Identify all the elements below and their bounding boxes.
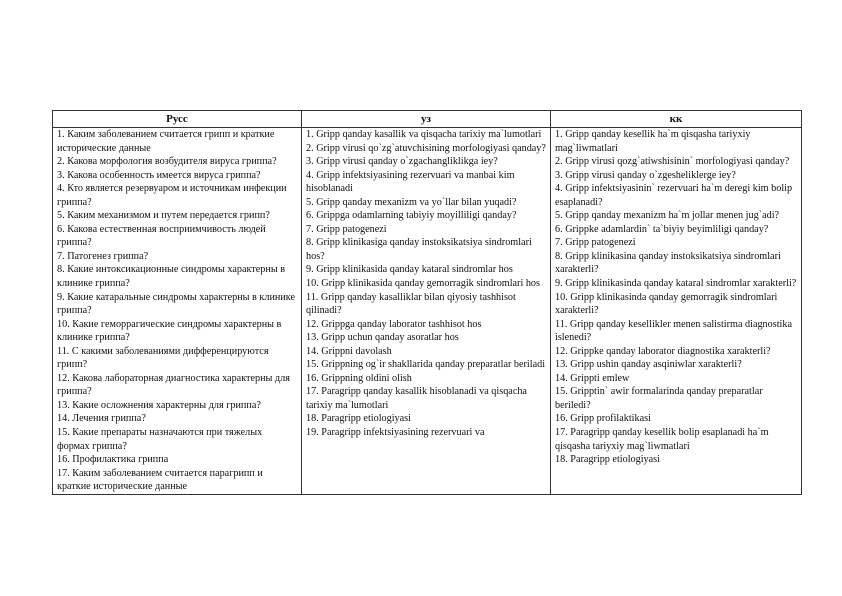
question-item: 1. Gripp qanday kesellik ha`m qisqasha tariyxiy mag`liwmatlari <box>555 129 751 154</box>
question-item: 6. Какова естественная восприимчивость людей гриппа? <box>57 223 266 249</box>
question-item: 7. Gripp patogenezi <box>555 237 636 249</box>
question-item: 9. Gripp klinikasinda qanday kataral sindromlar xarakterli? <box>555 278 797 290</box>
column-uzbek <box>302 128 551 495</box>
question-item: 12. Grippga qanday laborator tashhisot hos <box>306 318 482 330</box>
question-item: 4. Gripp infektsiyasining rezervuari va manbai kim hisoblanadi <box>306 169 515 195</box>
header-uzbek: уз <box>302 111 551 128</box>
question-item: 12. Какова лабораторная диагностика характерны для гриппа? <box>57 372 290 398</box>
question-item: 16. Grippning oldini olish <box>306 372 412 384</box>
question-item: 4. Кто является резервуаром и источникам инфекции гриппа? <box>57 183 287 208</box>
question-item: 19. Paragripp infektsiyasining rezervuari va <box>306 427 485 439</box>
question-item: 17. Paragripp qanday kesellik bolip esaplanadi ha`m qisqasha tariyxiy mag`liwmatlari <box>555 427 769 452</box>
question-item: 8. Какие интоксикационные синдромы характерны в клинике гриппа? <box>57 264 286 290</box>
header-row <box>53 111 802 128</box>
questions-table <box>52 110 802 495</box>
question-item: 10. Gripp klinikasinda qanday gemorragik sindromlari xarakterli? <box>555 291 778 317</box>
question-item: 8. Gripp klinikasina qanday instoksikatsiya sindromlari xarakterli? <box>555 250 781 276</box>
question-item: 10. Какие геморрагические синдромы характерны в клинике гриппа? <box>57 318 282 344</box>
question-item: 17. Каким заболеванием считается парагрипп и краткие исторические данные <box>57 467 263 493</box>
question-item: 11. С какими заболеваниями дифференцируются грипп? <box>57 345 269 371</box>
question-item: 6. Grippga odamlarning tabiyiy moyilliligi qanday? <box>306 210 517 222</box>
question-item: 5. Gripp qanday mexanizm ha`m jollar menen jug`adi? <box>555 210 780 222</box>
column-russian <box>53 128 302 495</box>
question-item: 16. Gripp profilaktikasi <box>555 413 651 425</box>
question-item: 4. Gripp infektsiyasinin` rezervuari ha`m deregi kim bolip esaplanadi? <box>555 183 793 208</box>
question-item: 10. Gripp klinikasida qanday gemorragik sindromlari hos <box>306 278 540 290</box>
header-russian: Русс <box>53 111 302 128</box>
question-item: 13. Какие осложнения характерны для гриппа? <box>57 399 261 411</box>
question-item: 2. Gripp virusi qozg`atiwshisinin` morfologiyasi qanday? <box>555 156 790 168</box>
content-row <box>53 128 802 495</box>
question-item: 12. Grippke qanday laborator diagnostika xarakterli? <box>555 345 771 357</box>
question-item: 2. Какова морфология возбудителя вируса гриппа? <box>57 156 277 168</box>
question-item: 15. Gripptin` awir formalarinda qanday preparatlar beriledi? <box>555 386 763 411</box>
question-item: 18. Paragripp etiologiyasi <box>555 454 660 466</box>
question-item: 1. Каким заболеванием считается грипп и краткие исторические данные <box>57 129 275 154</box>
question-item: 2. Gripp virusi qo`zg`atuvchisining morfologiyasi qanday? <box>306 142 546 154</box>
question-item: 3. Какова особенность имеется вируса гриппа? <box>57 169 261 181</box>
column-karakalpak <box>551 128 802 495</box>
question-item: 14. Лечения гриппа? <box>57 413 146 425</box>
question-item: 15. Grippning og`ir shakllarida qanday preparatlar beriladi <box>306 359 546 371</box>
question-item: 7. Gripp patogenezi <box>306 223 387 235</box>
question-item: 5. Каким механизмом и путем передается грипп? <box>57 210 270 222</box>
header-karakalpak: кк <box>551 111 802 128</box>
question-item: 8. Gripp klinikasiga qanday instoksikatsiya sindromlari hos? <box>306 237 532 262</box>
question-item: 11. Gripp qanday kasalliklar bilan qiyosiy tashhisot qilinadi? <box>306 291 516 317</box>
question-item: 1. Gripp qanday kasallik va qisqacha tarixiy ma`lumotlari <box>306 129 542 140</box>
question-item: 7. Патогенез гриппа? <box>57 250 149 262</box>
question-item: 11. Gripp qanday kesellikler menen salistirma diagnostika islenedi? <box>555 318 792 344</box>
question-item: 9. Какие катаральные синдромы характерны в клинике гриппа? <box>57 291 296 317</box>
question-item: 18. Paragripp etiologiyasi <box>306 413 411 425</box>
question-item: 14. Grippti emlew <box>555 372 630 384</box>
question-item: 3. Gripp virusi qanday o`zgesheliklerge iey? <box>555 169 736 181</box>
question-item: 15. Какие препараты назначаются при тяжелых формах гриппа? <box>57 427 263 452</box>
question-item: 14. Grippni davolash <box>306 345 392 357</box>
question-item: 5. Gripp qanday mexanizm va yo`llar bilan yuqadi? <box>306 196 517 208</box>
question-item: 13. Gripp ushin qanday asqiniwlar xarakterli? <box>555 359 742 371</box>
question-item: 6. Grippke adamlardin` ta`biyiy beyimliligi qanday? <box>555 223 769 235</box>
question-item: 3. Gripp virusi qanday o`zgachangliklikga iey? <box>306 156 498 168</box>
question-item: 17. Paragripp qanday kasallik hisoblanadi va qisqacha tarixiy ma`lumotlari <box>306 386 527 411</box>
document-page <box>52 110 801 495</box>
question-item: 13. Gripp uchun qanday asoratlar hos <box>306 332 459 344</box>
question-item: 9. Gripp klinikasida qanday kataral sindromlar hos <box>306 264 513 276</box>
question-item: 16. Профилактика гриппа <box>57 454 169 466</box>
